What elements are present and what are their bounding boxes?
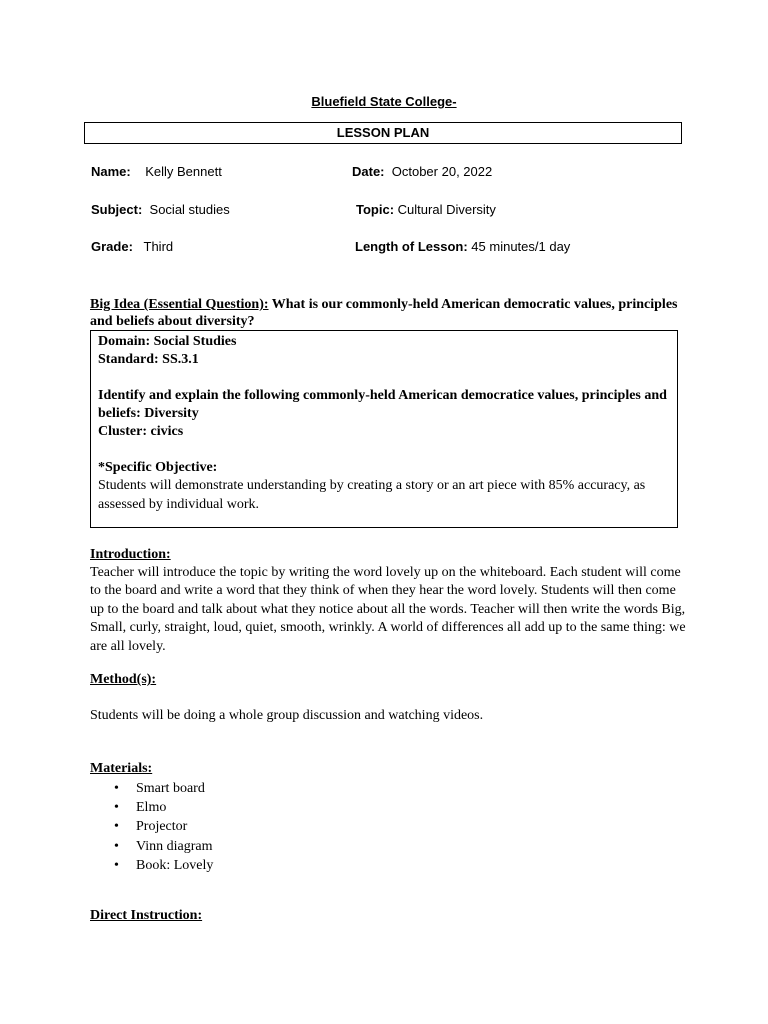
standards-box bbox=[90, 330, 678, 528]
list-item: • Smart board bbox=[90, 779, 213, 798]
date-value: October 20, 2022 bbox=[391, 164, 493, 179]
big-idea-text: What is our commonly-held American democratic values, principles and beliefs about diversity? bbox=[90, 297, 678, 329]
length-value: 45 minutes/1 day bbox=[471, 239, 571, 254]
cluster-line: Cluster: civics bbox=[98, 424, 184, 439]
big-idea bbox=[90, 296, 690, 330]
date-row bbox=[352, 164, 492, 179]
subject-label: Subject: bbox=[91, 202, 143, 217]
topic-row bbox=[356, 202, 496, 217]
grade-label: Grade: bbox=[91, 239, 133, 254]
materials-heading: Materials: bbox=[90, 761, 153, 776]
methods-text: Students will be doing a whole group discussion and watching videos. bbox=[90, 708, 484, 723]
direct-instruction-heading: Direct Instruction: bbox=[90, 908, 203, 923]
introduction-text: Teacher will introduce the topic by writing the word lovely up on the whiteboard. Each student will come to the board and write a word that they think of when they hear the word lovely. Students will then come up to the board and talk about what they notice about all the words. Teacher will then write the words Big, Small, curly, straight, loud, quiet, smooth, wrinkly. A world of differences all add up to the same thing: we are all lovely. bbox=[90, 565, 686, 654]
materials-list bbox=[90, 779, 213, 875]
big-idea-label: Big Idea (Essential Question): bbox=[90, 297, 269, 312]
grade-row bbox=[91, 239, 173, 254]
subject-value: Social studies bbox=[149, 202, 230, 217]
objective-text: Students will demonstrate understanding by creating a story or an art piece with 85% accuracy, as assessed by individual work. bbox=[98, 478, 646, 512]
name-value: Kelly Bennett bbox=[145, 164, 222, 179]
name-row bbox=[91, 164, 222, 179]
subject-row bbox=[91, 202, 230, 217]
name-label: Name: bbox=[91, 164, 131, 179]
lesson-plan-title: LESSON PLAN bbox=[84, 122, 682, 144]
list-item: • Book: Lovely bbox=[90, 856, 213, 875]
standard-line: Standard: SS.3.1 bbox=[98, 352, 199, 367]
domain-line: Domain: Social Studies bbox=[98, 334, 237, 349]
topic-label: Topic: bbox=[356, 202, 395, 217]
introduction-heading: Introduction: bbox=[90, 547, 171, 562]
methods-heading: Method(s): bbox=[90, 672, 157, 687]
identify-text: Identify and explain the following commonly-held American democratice values, principles and beliefs: Diversity bbox=[98, 388, 667, 421]
college-name: Bluefield State College- bbox=[311, 94, 457, 109]
date-label: Date: bbox=[352, 164, 385, 179]
objective-label: *Specific Objective: bbox=[98, 460, 218, 475]
grade-value: Third bbox=[143, 239, 174, 254]
length-label: Length of Lesson: bbox=[355, 239, 468, 254]
list-item: • Elmo bbox=[90, 798, 213, 817]
length-row bbox=[355, 239, 570, 254]
list-item: • Vinn diagram bbox=[90, 837, 213, 856]
list-item: • Projector bbox=[90, 817, 213, 836]
topic-value: Cultural Diversity bbox=[397, 202, 496, 217]
